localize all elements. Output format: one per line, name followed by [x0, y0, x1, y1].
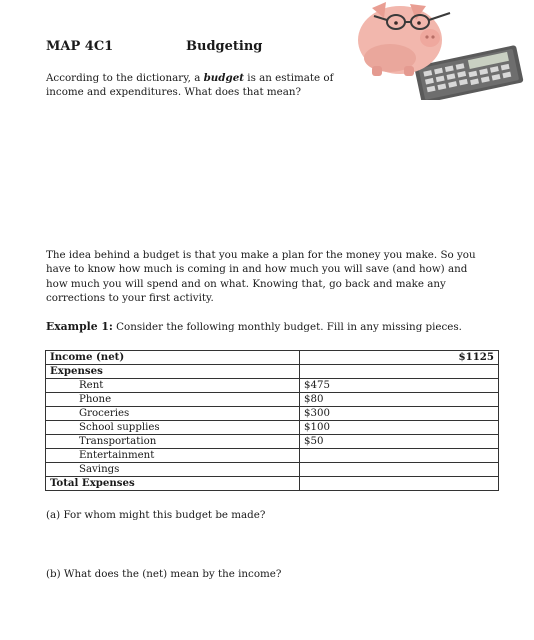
expense-amount: $100 — [300, 421, 499, 435]
expense-item: Phone — [46, 393, 300, 407]
income-label: Income (net) — [46, 351, 300, 365]
income-value: $1125 — [300, 351, 499, 365]
expense-amount: $300 — [300, 407, 499, 421]
example-label: Example 1: — [46, 320, 113, 333]
intro-paragraph — [46, 71, 336, 100]
expense-amount-blank[interactable] — [300, 463, 499, 477]
table-row — [46, 421, 499, 435]
piggy-bank-calculator-icon — [350, 0, 534, 100]
question-a: (a) For whom might this budget be made? — [46, 509, 266, 521]
table-row — [46, 435, 499, 449]
intro-term: budget — [203, 72, 245, 84]
explanation-paragraph: The idea behind a budget is that you make a plan for the money you make. So you have to know how much is coming in and how much you will save (and how) and how much you will spend and on what. Knowing that, go back and make any corrections to your first activity. — [46, 249, 476, 304]
table-row — [46, 351, 499, 365]
course-code: MAP 4C1 — [46, 39, 114, 54]
total-expenses-value[interactable] — [300, 477, 499, 491]
example-heading — [46, 320, 462, 334]
page-title: Budgeting — [186, 39, 263, 54]
expenses-label: Expenses — [46, 365, 300, 379]
expense-item: Entertainment — [46, 449, 300, 463]
expense-item: Rent — [46, 379, 300, 393]
intro-text-after: is an estimate of income and expenditures. What does that mean? — [46, 72, 334, 99]
expense-amount: $475 — [300, 379, 499, 393]
expense-item: Savings — [46, 463, 300, 477]
expense-amount: $80 — [300, 393, 499, 407]
expense-item: Transportation — [46, 435, 300, 449]
table-row — [46, 379, 499, 393]
total-expenses-label: Total Expenses — [46, 477, 300, 491]
table-row — [46, 477, 499, 491]
question-b: (b) What does the (net) mean by the income? — [46, 568, 282, 580]
table-row — [46, 407, 499, 421]
budget-table — [45, 350, 499, 491]
example-text: Consider the following monthly budget. Fill in any missing pieces. — [112, 321, 462, 333]
expenses-blank-cell — [300, 365, 499, 379]
table-row — [46, 393, 499, 407]
table-row — [46, 463, 499, 477]
expense-amount-blank[interactable] — [300, 449, 499, 463]
expense-item: School supplies — [46, 421, 300, 435]
table-row — [46, 365, 499, 379]
expense-item: Groceries — [46, 407, 300, 421]
table-row — [46, 449, 499, 463]
intro-text-before: According to the dictionary, a — [46, 72, 204, 84]
expense-amount: $50 — [300, 435, 499, 449]
